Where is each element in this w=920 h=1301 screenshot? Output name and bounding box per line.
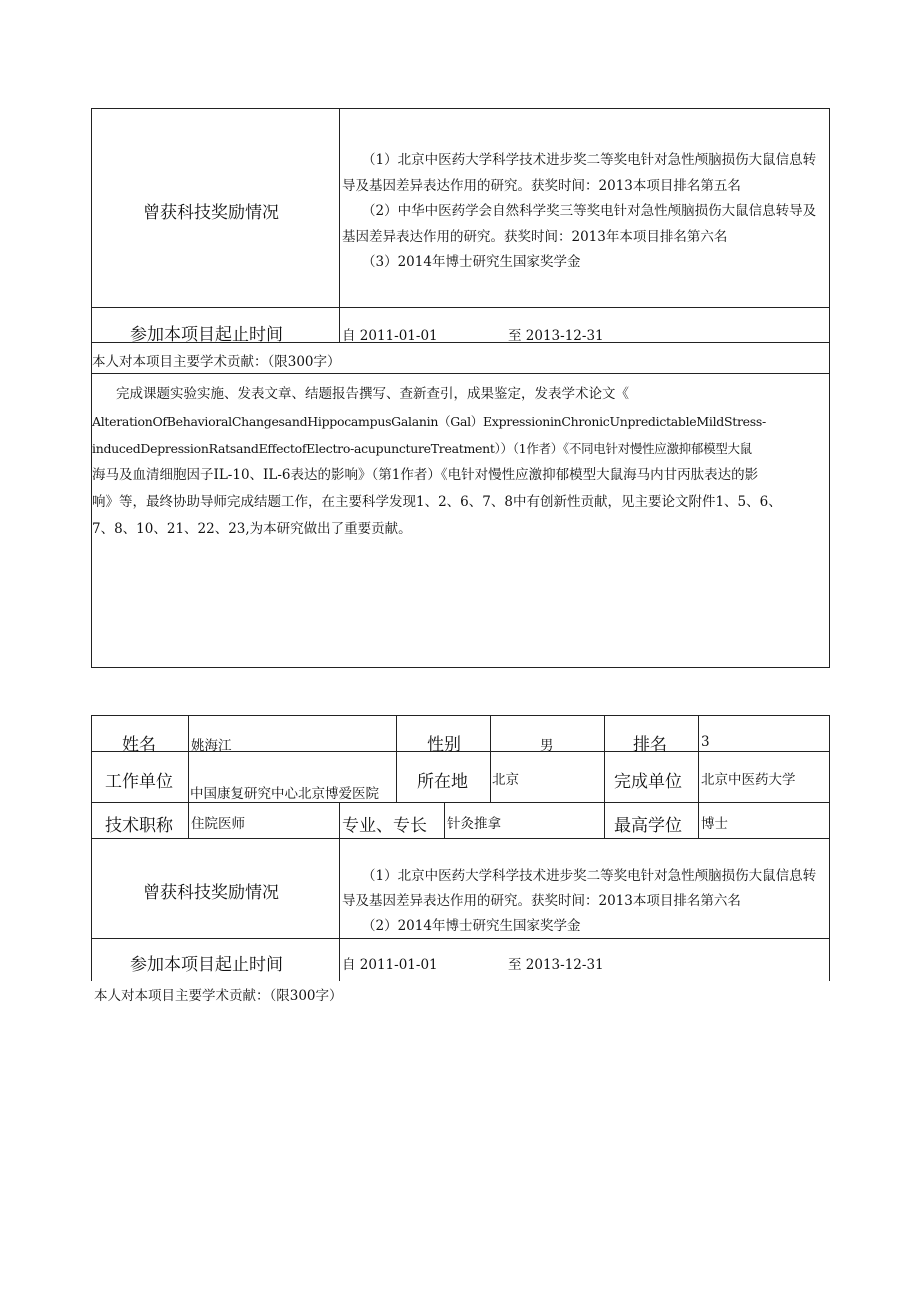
period-label: 参加本项目起止时间 xyxy=(130,955,283,975)
contribution-line: inducedDepressionRatsandEffectofElectro-acupunctureTreatment））（1作者）《不同电针对慢性应激抑郁模型大鼠 xyxy=(92,441,752,456)
location-label: 所在地 xyxy=(417,772,468,792)
specialty-label: 专业、专长 xyxy=(342,816,427,836)
award-item: （1）北京中医药大学科学技术进步奖二等奖电针对急性颅脑损伤大鼠信息转导及基因差异表达作用的研究。获奖时间：2013本项目排名第六名 xyxy=(342,868,817,909)
awards-list xyxy=(342,864,828,939)
degree-value: 博士 xyxy=(701,816,728,832)
degree-label: 最高学位 xyxy=(614,816,682,836)
awards-label: 曾获科技奖励情况 xyxy=(143,203,279,223)
contribution-text xyxy=(92,381,828,543)
tech-title-label: 技术职称 xyxy=(105,816,173,836)
name-label: 姓名 xyxy=(122,735,156,755)
award-item: （1）北京中医药大学科学技术进步奖二等奖电针对急性颅脑损伤大鼠信息转导及基因差异表达作用的研究。获奖时间：2013本项目排名第五名 xyxy=(342,152,817,194)
contribution-line: 7、8、10、21、22、23,为本研究做出了重要贡献。 xyxy=(92,521,412,537)
work-unit-value: 中国康复研究中心北京博爱医院 xyxy=(190,786,379,802)
period-end: 至 2013-12-31 xyxy=(508,328,604,344)
period-end: 至 2013-12-31 xyxy=(508,957,604,973)
gender-value: 男 xyxy=(540,738,554,754)
award-item: （3）2014年博士研究生国家奖学金 xyxy=(362,254,581,270)
award-item: （2）中华中医药学会自然科学奖三等奖电针对急性颅脑损伤大鼠信息转导及基因差异表达作用的研究。获奖时间：2013年本项目排名第六名 xyxy=(342,203,817,245)
contribution-line: 响》等，最终协助导师完成结题工作，在主要科学发现1、2、6、7、8中有创新性贡献，见主要论文附件1、5、6、 xyxy=(92,494,782,510)
gender-label: 性别 xyxy=(427,735,461,755)
name-value: 姚海江 xyxy=(191,738,232,754)
period-start: 自 2011-01-01 xyxy=(342,957,438,973)
contribution-line: 完成课题实验实施、发表文章、结题报告撰写、查新查引，成果鉴定，发表学术论文《 xyxy=(116,386,629,402)
award-item: （2）2014年博士研究生国家奖学金 xyxy=(362,918,581,934)
work-unit-label: 工作单位 xyxy=(105,772,173,792)
location-value: 北京 xyxy=(492,772,519,788)
rank-label: 排名 xyxy=(633,735,667,755)
period-label: 参加本项目起止时间 xyxy=(130,325,283,345)
contribution-line: 海马及血清细胞因子IL-10、IL-6表达的影响》（第1作者）《电针对慢性应激抑郁模型大鼠海马内甘丙肽表达的影 xyxy=(92,467,759,483)
tech-title-value: 住院医师 xyxy=(191,816,245,832)
completion-unit-value: 北京中医药大学 xyxy=(701,772,796,788)
period-start: 自 2011-01-01 xyxy=(342,328,438,344)
contribution-label: 本人对本项目主要学术贡献：（限300字） xyxy=(94,988,343,1004)
completion-unit-label: 完成单位 xyxy=(614,772,682,792)
specialty-value: 针灸推拿 xyxy=(447,816,501,832)
awards-list xyxy=(342,148,828,276)
rank-value: 3 xyxy=(701,734,710,750)
contribution-line: AlterationOfBehavioralChangesandHippocampusGalanin（Gal）ExpressioninChronicUnpredictableMildStress- xyxy=(92,414,766,429)
contribution-label: 本人对本项目主要学术贡献：（限300字） xyxy=(92,354,341,370)
awards-label: 曾获科技奖励情况 xyxy=(143,883,279,903)
